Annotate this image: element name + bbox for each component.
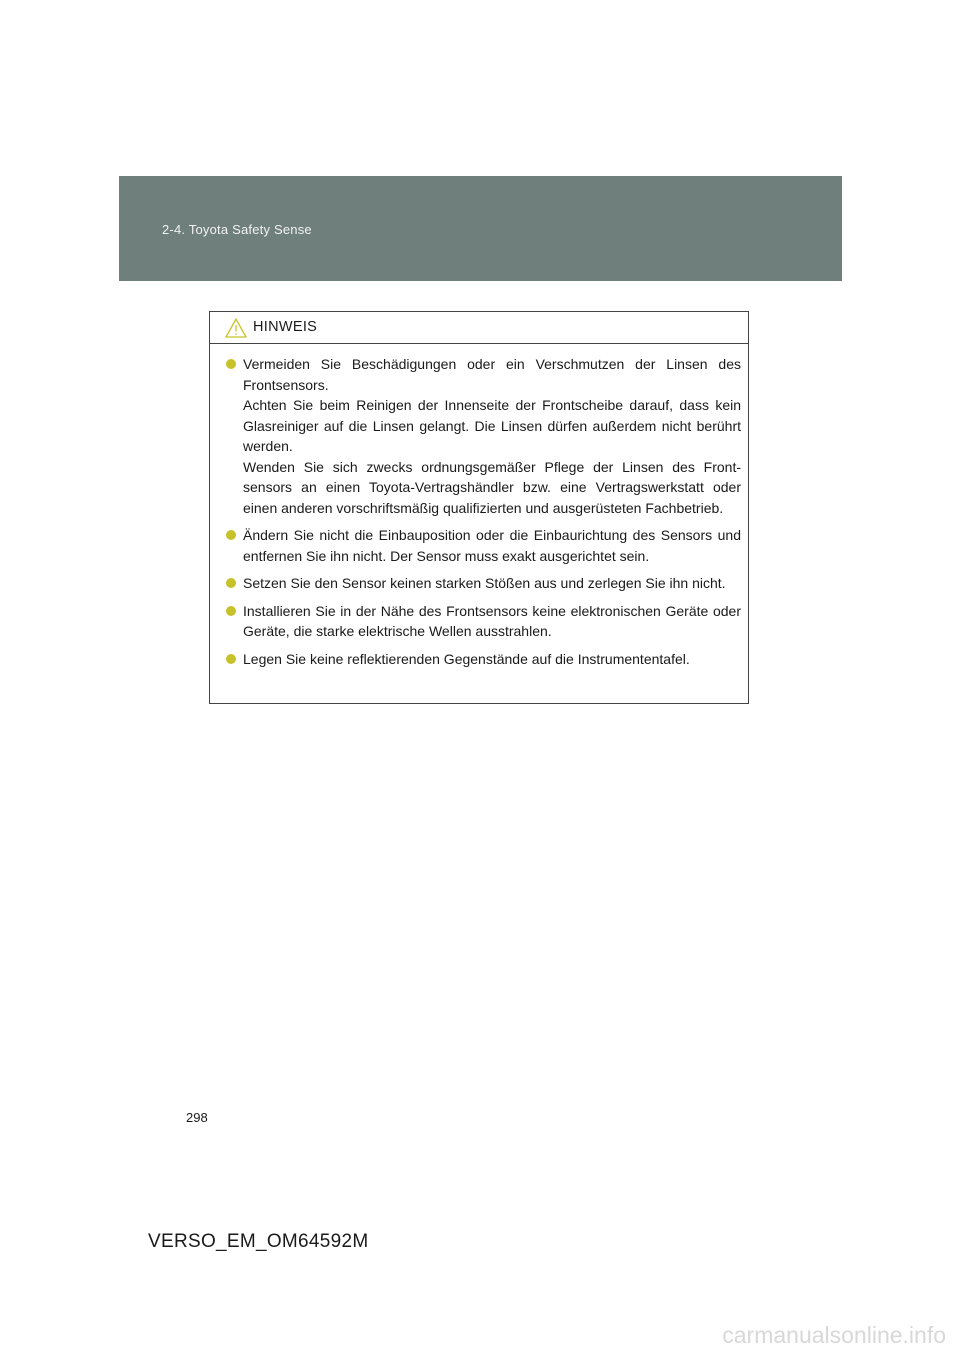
bullet-icon: [226, 359, 236, 369]
item-paragraph: Ändern Sie nicht die Einbauposition oder die Einbaurichtung des Sensors und entfernen Sie ihn nicht. Der Sensor muss exakt ausgerichtet sein.: [243, 527, 741, 564]
bullet-icon: [226, 606, 236, 616]
notice-title: HINWEIS: [253, 319, 318, 335]
section-header-band: [119, 176, 842, 281]
item-paragraph: Achten Sie beim Reinigen der Innenseite der Frontscheibe darauf, dass kein Glasreiniger auf die Linsen gelangt. Die Linsen dürfen außerdem nicht berührt werden.: [243, 397, 741, 454]
document-code: VERSO_EM_OM64592M: [148, 1231, 369, 1252]
watermark: carmanualsonline.info: [722, 1322, 946, 1348]
notice-body: [210, 344, 748, 669]
item-paragraph: Installieren Sie in der Nähe des Frontsensors keine elektronischen Geräte oder Geräte, die starke elektrische Wellen ausstrahlen.: [243, 602, 741, 639]
notice-item: [226, 354, 741, 518]
notice-item: [226, 649, 741, 670]
item-paragraph: Legen Sie keine reflektierenden Gegenstände auf die Instrumententafel.: [243, 650, 690, 667]
notice-item: [226, 573, 741, 594]
page-number: 298: [186, 1110, 208, 1125]
warning-triangle-icon: [225, 318, 247, 338]
notice-item: [226, 601, 741, 642]
notice-box: [209, 311, 749, 704]
notice-item: [226, 525, 741, 566]
section-title: 2-4. Toyota Safety Sense: [162, 222, 312, 237]
item-paragraph: Vermeiden Sie Beschädigungen oder ein Verschmutzen der Linsen des Frontsensors.: [243, 356, 741, 393]
item-paragraph: Setzen Sie den Sensor keinen starken Stößen aus und zerlegen Sie ihn nicht.: [243, 575, 726, 591]
bullet-icon: [226, 654, 236, 664]
item-paragraph: Wenden Sie sich zwecks ordnungsgemäßer Pflege der Linsen des Front-sensors an einen Toyota-Vertragshändler bzw. eine Vertragswerkstatt oder einen anderen vorschriftsmäßig qualifizierten und ausgerüsteten Fachbetrieb.: [243, 458, 741, 516]
bullet-icon: [226, 578, 236, 588]
bullet-icon: [226, 530, 236, 540]
notice-header: [210, 312, 748, 344]
